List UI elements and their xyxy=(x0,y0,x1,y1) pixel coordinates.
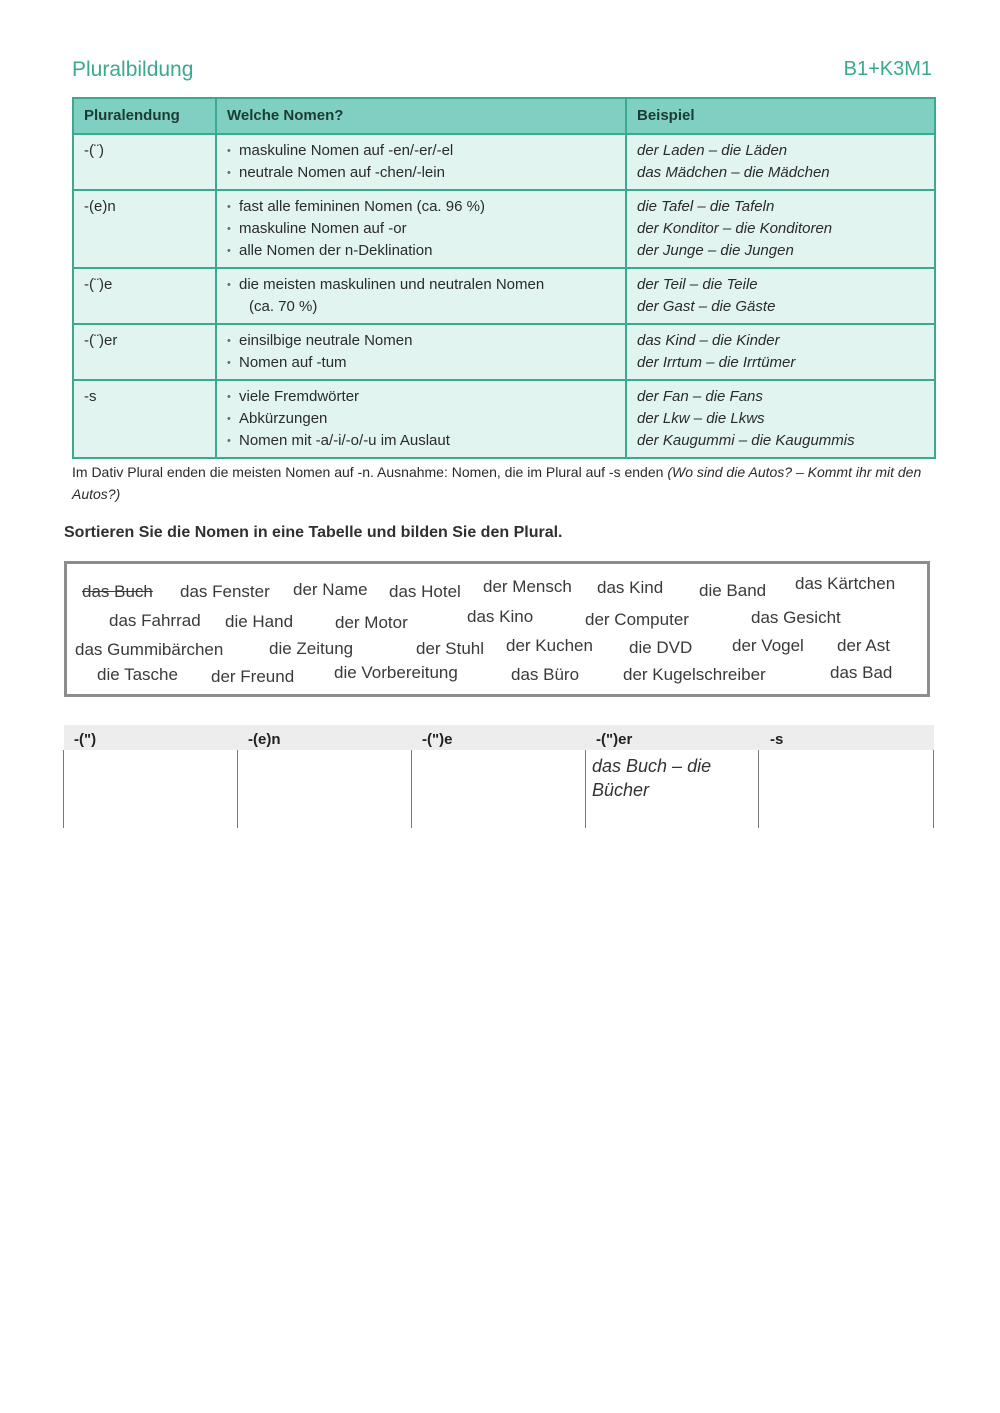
rule-item: • die meisten maskulinen und neutralen Nomen xyxy=(227,274,615,296)
examples xyxy=(626,380,935,458)
word-item[interactable]: das Gummibärchen xyxy=(75,640,224,659)
word-item[interactable]: der Name xyxy=(293,580,368,599)
example: der Laden – die Läden xyxy=(637,142,788,159)
noun-rules xyxy=(216,190,626,268)
answer-column-header: -(")er xyxy=(596,731,633,748)
column-header: Beispiel xyxy=(626,98,935,134)
example: das Kind – die Kinder xyxy=(637,332,780,349)
word-item-done[interactable]: das Buch xyxy=(82,582,153,601)
plural-ending: -(¨)e xyxy=(73,268,216,324)
example: der Gast – die Gäste xyxy=(637,298,776,315)
dative-note xyxy=(72,461,938,505)
rule-item: • viele Fremdwörter xyxy=(227,386,615,408)
answer-column-header: -s xyxy=(770,731,784,748)
rule-item: • neutrale Nomen auf -chen/-lein xyxy=(227,162,615,184)
rule-item: • maskuline Nomen auf -en/-er/-el xyxy=(227,140,615,162)
word-item[interactable]: das Fenster xyxy=(180,582,270,601)
column-divider xyxy=(237,750,238,828)
table-row xyxy=(73,268,935,324)
word-item[interactable]: der Computer xyxy=(585,610,689,629)
word-box xyxy=(64,561,930,697)
noun-rules xyxy=(216,268,626,324)
column-header: Pluralendung xyxy=(73,98,216,134)
word-item[interactable]: der Freund xyxy=(211,667,295,686)
example: der Fan – die Fans xyxy=(637,388,763,405)
table-row xyxy=(73,380,935,458)
examples xyxy=(626,190,935,268)
answer-column-header: -(")e xyxy=(422,731,453,748)
task-instruction: Sortieren Sie die Nomen in eine Tabelle und bilden Sie den Plural. xyxy=(64,524,563,541)
examples xyxy=(626,324,935,380)
word-item[interactable]: die Tasche xyxy=(97,665,178,684)
example: der Kaugummi – die Kaugummis xyxy=(637,432,855,449)
example: der Teil – die Teile xyxy=(637,276,758,293)
unit-code: B1+K3M1 xyxy=(843,58,932,80)
rule-item: • Nomen auf -tum xyxy=(227,352,615,374)
column-divider xyxy=(63,750,64,828)
word-item[interactable]: das Fahrrad xyxy=(109,611,201,630)
word-item[interactable]: das Kind xyxy=(597,578,664,597)
word-item[interactable]: der Mensch xyxy=(483,577,572,596)
word-item[interactable]: die Hand xyxy=(225,612,294,631)
rule-item: • alle Nomen der n-Deklination xyxy=(227,240,615,262)
example: der Junge – die Jungen xyxy=(637,242,794,259)
examples xyxy=(626,268,935,324)
word-item[interactable]: die Band xyxy=(699,581,767,600)
plural-rules-table xyxy=(72,97,936,459)
note-example: (Wo sind die Autos? – Kommt ihr mit den Autos?) xyxy=(72,464,922,502)
rule-item: • maskuline Nomen auf -or xyxy=(227,218,615,240)
table-header-row xyxy=(73,98,935,134)
answer-column-header: -(") xyxy=(74,731,97,748)
page-title: Pluralbildung xyxy=(72,58,194,81)
table-row xyxy=(73,134,935,190)
word-item[interactable]: das Gesicht xyxy=(751,608,841,627)
word-item[interactable]: das Kärtchen xyxy=(795,574,896,593)
word-item[interactable]: die Vorbereitung xyxy=(334,663,458,682)
noun-rules xyxy=(216,134,626,190)
plural-ending: -s xyxy=(73,380,216,458)
example: die Tafel – die Tafeln xyxy=(637,198,775,215)
table-row xyxy=(73,190,935,268)
word-item[interactable]: der Motor xyxy=(335,613,408,632)
word-item[interactable]: die DVD xyxy=(629,638,693,657)
rule-item: • Abkürzungen xyxy=(227,408,615,430)
example: der Irrtum – die Irrtümer xyxy=(637,354,796,371)
word-item[interactable]: das Büro xyxy=(511,665,580,684)
word-item[interactable]: der Stuhl xyxy=(416,639,485,658)
word-item[interactable]: der Ast xyxy=(837,636,890,655)
column-header: Welche Nomen? xyxy=(216,98,626,134)
example: das Mädchen – die Mädchen xyxy=(637,164,830,181)
examples xyxy=(626,134,935,190)
word-item[interactable]: der Vogel xyxy=(732,636,804,655)
rule-item-continuation: (ca. 70 %) xyxy=(249,298,318,315)
rule-item: • einsilbige neutrale Nomen xyxy=(227,330,615,352)
plural-ending: -(e)n xyxy=(73,190,216,268)
table-row xyxy=(73,324,935,380)
rule-item: • Nomen mit -a/-i/-o/-u im Auslaut xyxy=(227,430,615,452)
word-item[interactable]: der Kuchen xyxy=(506,636,593,655)
column-divider xyxy=(933,750,934,828)
word-item[interactable]: das Hotel xyxy=(389,582,461,601)
handwritten-answer[interactable]: das Buch – die Bücher xyxy=(592,756,712,800)
answer-column-header: -(e)n xyxy=(248,731,281,748)
word-item[interactable]: das Kino xyxy=(467,607,534,626)
column-divider xyxy=(585,750,586,828)
word-item[interactable]: das Bad xyxy=(830,663,893,682)
plural-ending: -(¨) xyxy=(73,134,216,190)
example: der Lkw – die Lkws xyxy=(637,410,765,427)
noun-rules xyxy=(216,380,626,458)
noun-rules xyxy=(216,324,626,380)
word-item[interactable]: die Zeitung xyxy=(269,639,354,658)
rule-item: • fast alle femininen Nomen (ca. 96 %) xyxy=(227,196,615,218)
example: der Konditor – die Konditoren xyxy=(637,220,833,237)
word-item[interactable]: der Kugelschreiber xyxy=(623,665,766,684)
answer-table-header xyxy=(64,725,934,750)
column-divider xyxy=(758,750,759,828)
column-divider xyxy=(411,750,412,828)
plural-ending: -(¨)er xyxy=(73,324,216,380)
note-text: Im Dativ Plural enden die meisten Nomen auf -n. Ausnahme: Nomen, die im Plural auf -s enden xyxy=(72,464,668,480)
